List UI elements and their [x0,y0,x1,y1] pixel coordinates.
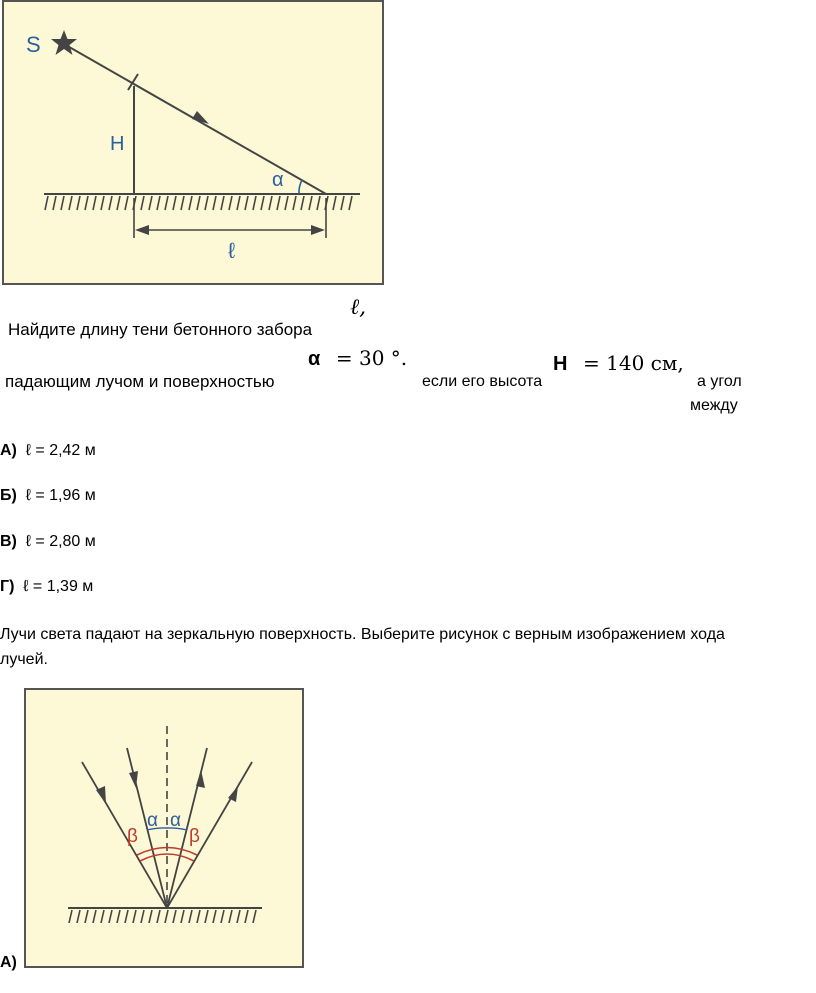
hatch-mark [149,910,152,923]
hatch-mark [69,196,72,210]
answer-option-b[interactable] [0,487,96,505]
arrow-reflected-inner [196,770,205,788]
hatch-mark [245,196,248,210]
option-text: ℓ = 1,96 м [25,487,96,504]
hatch-mark [269,196,272,210]
hatch-mark [197,910,200,923]
hatch-mark [45,196,48,210]
hatch-mark [165,910,168,923]
answer-option-a[interactable] [0,442,96,460]
angle-arc [299,180,302,194]
hatch-mark [165,196,168,210]
math-h-symbol: H [553,353,568,375]
hatch-mark [109,910,112,923]
hatch-mark [181,196,184,210]
hatch-mark [101,910,104,923]
hatch-mark [61,196,64,210]
hatch-mark [117,910,120,923]
question1-line1: Найдите длину тени бетонного забора [8,320,313,339]
question1-between: между [690,397,738,414]
label-alpha: α [272,169,284,191]
hatch-mark [85,910,88,923]
hatch-mark [93,196,96,210]
label-beta-right: β [189,826,200,847]
ground-hatching [45,196,352,210]
hatch-mark [229,196,232,210]
hatch-mark [237,196,240,210]
hatch-mark [333,196,336,210]
math-alpha [308,346,407,371]
hatch-mark [301,196,304,210]
hatch-mark [317,196,320,210]
hatch-mark [101,196,104,210]
hatch-mark [189,910,192,923]
label-h: H [110,133,125,155]
hatch-mark [277,196,280,210]
hatch-mark [285,196,288,210]
label-beta-left: β [127,826,138,847]
hatch-mark [85,196,88,210]
hatch-mark [149,196,152,210]
label-alpha-right: α [170,810,181,831]
hatch-mark [141,910,144,923]
mirror-diagram-a-label: А) [0,954,17,971]
hatch-mark [237,910,240,923]
hatch-mark [229,910,232,923]
option-letter: В) [0,533,17,550]
option-letter: А) [0,442,17,459]
option-text: ℓ = 1,39 м [23,578,94,595]
hatch-mark [133,910,136,923]
reflected-ray-outer [167,762,252,908]
hatch-mark [77,910,80,923]
hatch-mark [197,196,200,210]
dimension-arrow-right [311,225,325,235]
hatch-mark [349,196,352,210]
hatch-mark [213,196,216,210]
hatch-mark [157,196,160,210]
math-alpha-rest: = 30 °. [335,346,408,370]
hatch-mark [341,196,344,210]
option-letter: Г) [0,578,15,595]
hatch-mark [173,910,176,923]
option-letter: Б) [0,487,17,504]
hatch-mark [261,196,264,210]
question2-line1: Лучи света падают на зеркальную поверхность. Выберите рисунок с верным изображением хода [0,626,725,643]
mirror-diagram-a[interactable] [24,688,304,968]
question1-line2: падающим лучом и поверхностью [5,372,275,391]
label-alpha-left: α [147,810,158,831]
hatch-mark [213,910,216,923]
hatch-mark [93,910,96,923]
hatch-mark [205,196,208,210]
mirror-diagram-svg [26,690,302,966]
hatch-mark [293,196,296,210]
hatch-mark [253,910,256,923]
hatch-mark [173,196,176,210]
hatch-mark [205,910,208,923]
shadow-diagram [2,0,384,285]
option-text: ℓ = 2,42 м [25,442,96,459]
hatch-mark [77,196,80,210]
answer-option-v[interactable] [0,533,96,551]
math-h [553,351,684,376]
hatch-mark [189,196,192,210]
dimension-arrow-left [135,225,149,235]
hatch-mark [221,910,224,923]
label-s: S [26,32,41,57]
hatch-mark [253,196,256,210]
hatch-mark [245,910,248,923]
question1-if-height: если его высота [422,373,543,390]
math-h-rest: = 140 см, [583,351,684,375]
star-icon [51,30,77,55]
hatch-mark [309,196,312,210]
mirror-hatching [69,910,256,923]
math-alpha-symbol: α [308,348,321,370]
hatch-mark [125,196,128,210]
hatch-mark [53,196,56,210]
option-text: ℓ = 2,80 м [25,533,96,550]
hatch-mark [181,910,184,923]
incident-ray-outer [82,762,167,908]
shadow-diagram-svg [4,2,382,283]
hatch-mark [117,196,120,210]
hatch-mark [125,910,128,923]
math-l: ℓ, [350,295,367,320]
question1-and-angle: а угол [697,373,742,390]
hatch-mark [157,910,160,923]
answer-option-g[interactable] [0,578,93,596]
label-l: ℓ [228,238,236,263]
hatch-mark [141,196,144,210]
hatch-mark [109,196,112,210]
question2-line2: лучей. [0,651,48,668]
hatch-mark [69,910,72,923]
hatch-mark [221,196,224,210]
